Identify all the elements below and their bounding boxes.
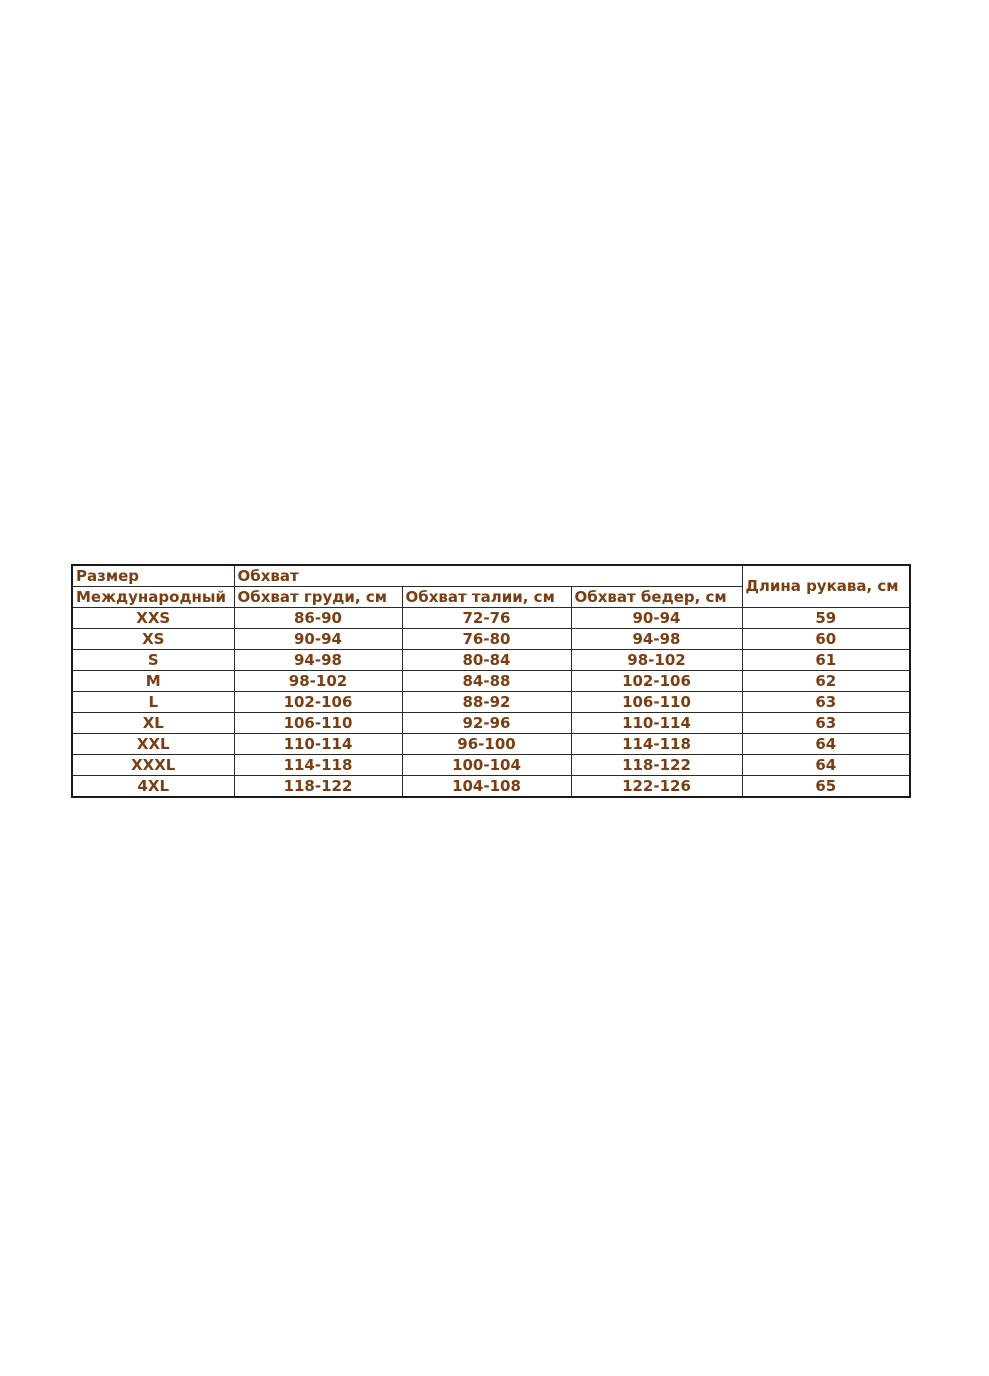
table-row — [72, 755, 910, 776]
waist-cell: 72-76 — [402, 608, 571, 629]
size-cell: XS — [72, 629, 234, 650]
waist-cell: 92-96 — [402, 713, 571, 734]
size-cell: M — [72, 671, 234, 692]
sleeve-cell: 62 — [742, 671, 910, 692]
hips-cell: 106-110 — [571, 692, 742, 713]
size-header-cell: Размер — [72, 565, 234, 587]
sleeve-length-header-cell: Длина рукава, см — [742, 565, 910, 608]
international-header-cell: Международный — [72, 587, 234, 608]
size-cell: XXXL — [72, 755, 234, 776]
chest-cell: 110-114 — [234, 734, 402, 755]
hips-cell: 90-94 — [571, 608, 742, 629]
hips-cell: 122-126 — [571, 776, 742, 798]
chest-cell: 94-98 — [234, 650, 402, 671]
waist-cell: 104-108 — [402, 776, 571, 798]
hips-cell: 110-114 — [571, 713, 742, 734]
size-chart-table — [71, 564, 911, 798]
sleeve-cell: 63 — [742, 692, 910, 713]
sleeve-cell: 59 — [742, 608, 910, 629]
hips-cell: 118-122 — [571, 755, 742, 776]
table-row — [72, 692, 910, 713]
waist-cell: 96-100 — [402, 734, 571, 755]
sleeve-cell: 65 — [742, 776, 910, 798]
waist-header-cell: Обхват талии, см — [402, 587, 571, 608]
size-cell: XXL — [72, 734, 234, 755]
table-row — [72, 629, 910, 650]
chest-cell: 106-110 — [234, 713, 402, 734]
waist-cell: 80-84 — [402, 650, 571, 671]
size-cell: XXS — [72, 608, 234, 629]
sleeve-cell: 64 — [742, 755, 910, 776]
table-row — [72, 713, 910, 734]
sleeve-cell: 63 — [742, 713, 910, 734]
hips-cell: 102-106 — [571, 671, 742, 692]
chest-cell: 102-106 — [234, 692, 402, 713]
sleeve-cell: 61 — [742, 650, 910, 671]
hips-cell: 94-98 — [571, 629, 742, 650]
hips-header-cell: Обхват бедер, см — [571, 587, 742, 608]
chest-cell: 98-102 — [234, 671, 402, 692]
chest-cell: 114-118 — [234, 755, 402, 776]
chest-cell: 118-122 — [234, 776, 402, 798]
chest-cell: 90-94 — [234, 629, 402, 650]
table-row — [72, 734, 910, 755]
size-cell: L — [72, 692, 234, 713]
waist-cell: 76-80 — [402, 629, 571, 650]
table-row — [72, 671, 910, 692]
sleeve-cell: 64 — [742, 734, 910, 755]
chest-cell: 86-90 — [234, 608, 402, 629]
sleeve-cell: 60 — [742, 629, 910, 650]
waist-cell: 88-92 — [402, 692, 571, 713]
size-cell: 4XL — [72, 776, 234, 798]
waist-cell: 84-88 — [402, 671, 571, 692]
size-cell: S — [72, 650, 234, 671]
table-row — [72, 608, 910, 629]
chest-header-cell: Обхват груди, см — [234, 587, 402, 608]
header-row-1 — [72, 565, 910, 587]
hips-cell: 114-118 — [571, 734, 742, 755]
waist-cell: 100-104 — [402, 755, 571, 776]
hips-cell: 98-102 — [571, 650, 742, 671]
size-cell: XL — [72, 713, 234, 734]
table-row — [72, 650, 910, 671]
table-row — [72, 776, 910, 798]
girth-header-cell: Обхват — [234, 565, 742, 587]
